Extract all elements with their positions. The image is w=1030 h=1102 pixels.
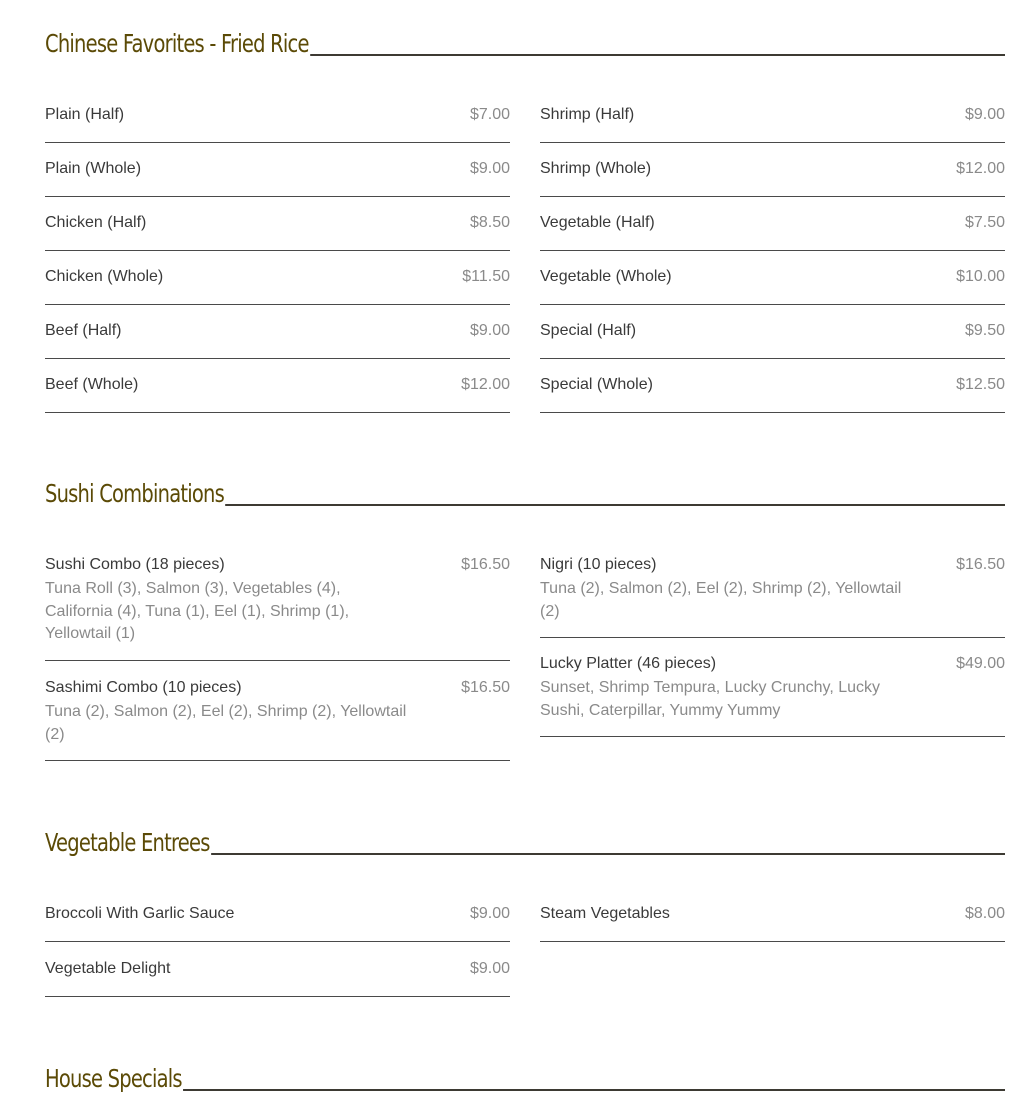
menu-item[interactable] bbox=[45, 160, 510, 197]
menu-item[interactable] bbox=[45, 960, 510, 997]
menu-item[interactable] bbox=[540, 322, 1005, 359]
item-name: Vegetable (Whole) bbox=[540, 268, 672, 285]
menu-item[interactable] bbox=[45, 679, 510, 761]
item-name: Sashimi Combo (10 pieces) bbox=[45, 679, 242, 696]
item-name: Special (Half) bbox=[540, 322, 637, 339]
menu-column-left bbox=[45, 556, 510, 761]
item-name: Steam Vegetables bbox=[540, 905, 670, 922]
menu-item[interactable] bbox=[540, 160, 1005, 197]
section-title bbox=[45, 813, 1005, 855]
item-price: $12.00 bbox=[956, 160, 1005, 177]
menu-item[interactable] bbox=[540, 376, 1005, 413]
item-name: Vegetable (Half) bbox=[540, 214, 655, 231]
menu-item[interactable] bbox=[45, 214, 510, 251]
item-price: $10.00 bbox=[956, 268, 1005, 285]
item-price: $9.50 bbox=[964, 322, 1005, 339]
item-price: $7.00 bbox=[469, 106, 510, 123]
section-title-text: House Specials bbox=[45, 1064, 182, 1093]
item-price: $16.50 bbox=[956, 556, 1005, 573]
section-title-text: Sushi Combinations bbox=[45, 479, 224, 508]
item-price: $8.00 bbox=[964, 905, 1005, 922]
item-name: Vegetable Delight bbox=[45, 960, 171, 977]
item-name: Beef (Half) bbox=[45, 322, 122, 339]
menu-item[interactable] bbox=[45, 268, 510, 305]
menu-column-left bbox=[45, 106, 510, 413]
menu-column-right bbox=[540, 556, 1005, 737]
item-price: $9.00 bbox=[469, 960, 510, 977]
item-name: Lucky Platter (46 pieces) bbox=[540, 655, 717, 672]
section-title bbox=[45, 464, 1005, 506]
item-price: $9.00 bbox=[469, 160, 510, 177]
item-name: Shrimp (Half) bbox=[540, 106, 635, 123]
item-name: Shrimp (Whole) bbox=[540, 160, 652, 177]
section-title bbox=[45, 1049, 1005, 1091]
menu-item[interactable] bbox=[540, 214, 1005, 251]
item-name: Beef (Whole) bbox=[45, 376, 139, 393]
menu-item[interactable] bbox=[45, 376, 510, 413]
item-description: Tuna Roll (3), Salmon (3), Vegetables (4), California (4), Tuna (1), Eel (1), Shrimp (1), Yellowtail (1) bbox=[45, 580, 350, 642]
item-price: $12.50 bbox=[956, 376, 1005, 393]
item-price: $49.00 bbox=[956, 655, 1005, 672]
item-name: Plain (Half) bbox=[45, 106, 125, 123]
item-price: $7.50 bbox=[964, 214, 1005, 231]
section-title-text: Chinese Favorites - Fried Rice bbox=[45, 29, 309, 58]
menu-item[interactable] bbox=[540, 905, 1005, 942]
item-name: Broccoli With Garlic Sauce bbox=[45, 905, 235, 922]
menu-item[interactable] bbox=[540, 268, 1005, 305]
menu-column-left bbox=[45, 905, 510, 997]
item-price: $11.50 bbox=[462, 268, 510, 285]
section-title bbox=[45, 14, 1005, 56]
menu-item[interactable] bbox=[540, 106, 1005, 143]
menu-item[interactable] bbox=[45, 905, 510, 942]
menu-column-right bbox=[540, 106, 1005, 413]
menu-item[interactable] bbox=[45, 556, 510, 661]
item-description: Sunset, Shrimp Tempura, Lucky Crunchy, Lucky Sushi, Caterpillar, Yummy Yummy bbox=[540, 679, 880, 719]
item-description: Tuna (2), Salmon (2), Eel (2), Shrimp (2), Yellowtail (2) bbox=[540, 580, 902, 620]
item-name: Plain (Whole) bbox=[45, 160, 142, 177]
item-name: Sushi Combo (18 pieces) bbox=[45, 556, 225, 573]
item-price: $9.00 bbox=[469, 905, 510, 922]
item-price: $16.50 bbox=[461, 679, 510, 696]
item-price: $16.50 bbox=[461, 556, 510, 573]
item-price: $9.00 bbox=[469, 322, 510, 339]
item-price: $12.00 bbox=[461, 376, 510, 393]
menu-item[interactable] bbox=[540, 556, 1005, 638]
item-name: Chicken (Whole) bbox=[45, 268, 164, 285]
item-price: $8.50 bbox=[469, 214, 510, 231]
item-name: Nigri (10 pieces) bbox=[540, 556, 657, 573]
menu-item[interactable] bbox=[45, 322, 510, 359]
item-name: Special (Whole) bbox=[540, 376, 653, 393]
item-description: Tuna (2), Salmon (2), Eel (2), Shrimp (2), Yellowtail (2) bbox=[45, 703, 407, 743]
menu-column-right bbox=[540, 905, 1005, 942]
item-name: Chicken (Half) bbox=[45, 214, 147, 231]
menu-item[interactable] bbox=[540, 655, 1005, 737]
section-title-text: Vegetable Entrees bbox=[45, 828, 210, 857]
menu-item[interactable] bbox=[45, 106, 510, 143]
item-price: $9.00 bbox=[964, 106, 1005, 123]
